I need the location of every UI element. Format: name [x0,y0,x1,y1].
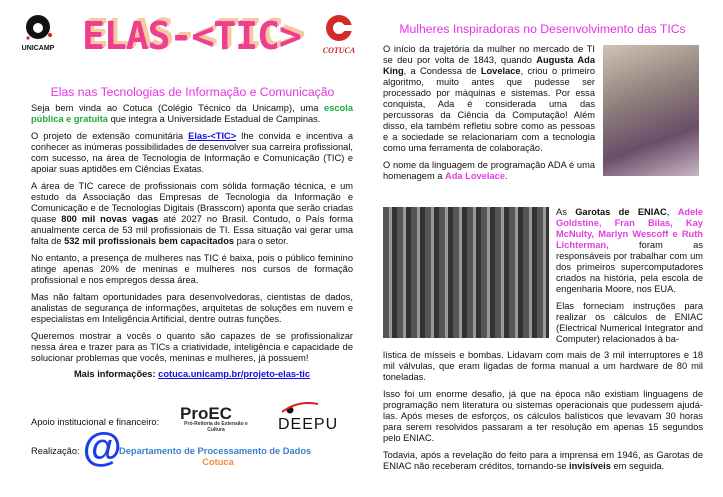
proec-logo [180,405,252,433]
text-segment: 800 mil novas vagas [61,214,159,224]
paragraph [383,450,703,472]
text-segment: em seguida. [610,461,665,471]
text-segment: Isso foi um enorme desafio, já que na época não existiam linguagens de programação nem literatura ou sistemas operacionais que pudessem ajudá-las. Após meses de esforços, os cálculos balísticos que levavam 30 horas para serem resolvidos passaram a ter resolução em apenas 15 segundos pelo ENIAC. [383,389,703,443]
text-segment: , a Condessa de [403,66,481,76]
cotuca-emblem-icon [322,13,356,43]
dept-school: Cotuca [202,457,234,467]
more-info-label: Mais informações: [73,369,156,379]
text-segment: foram as responsáveis por trabalhar com um dos primeiros supercomputadores criados na história, pela escola de engenharia Moore, nos EUA. [556,240,703,294]
deepu-logo-text: DEEPU [278,416,339,433]
paragraph [556,301,703,345]
eniac-body [556,207,703,351]
text-segment: Garotas de ENIAC [575,207,667,217]
dept-name: Departamento de Processamento de Dados [119,446,312,456]
text-segment: Mas não faltam oportunidades para desenvolvedoras, cientistas de dados, analistas de segurança de informações, arquitetas de soluções em nuvem e especialistas em Inteligência Artificial, dentre outras funções. [31,292,353,324]
text-segment: Seja bem vinda ao Cotuca (Colégio Técnico da Unicamp), uma [31,103,325,113]
paragraph [383,389,703,444]
cotuca-label: COTUCA [322,46,356,55]
text-segment: , [666,207,678,217]
cotuca-logo [318,13,360,55]
paragraph [31,331,353,364]
text-segment: 532 mil profissionais bem capacitados [64,236,235,246]
text-segment: O início da trajetória da mulher no mercado de TI se deu por volta de 1843, quando [383,44,595,65]
text-segment: Adele Goldstine, Fran Bilas, Kay McNulty, Marlyn Wescoff e Ruth Lichterman, [556,207,704,250]
paragraph [31,253,353,286]
elas-tic-logo: ELAS-<TIC> [82,14,301,58]
text-segment: Queremos mostrar a vocês o quanto são capazes de se profissionalizar nessa área e trazer para as TICs a criatividade, inteligência e capacidade de solucionar problemas que vocês, meninas e mulheres, já possuem! [31,331,353,363]
paragraph [31,131,353,175]
text-segment: A área de TIC carece de profissionais com sólida formação técnica, e um estudo da Associação das Empresas de Tecnologia da Informação e Comunicação e de Tecnologias Digitais (Brasscom) aponta que serão criadas quase [31,181,353,224]
text-segment: invisíveis [569,461,611,471]
unicamp-logo [17,12,59,56]
ada-body [383,44,595,188]
text-segment: No entanto, a presença de mulheres nas TIC é baixa, pois o público feminino atinge apenas 20% de meninas e mulheres nos cursos de formação profissional e nos empregos dessa área. [31,253,353,285]
text-segment: As [556,207,576,217]
left-title: Elas nas Tecnologias de Informação e Comunicação [50,85,335,99]
proec-logo-text: ProEC [180,404,232,423]
realization-label: Realização: [31,446,80,456]
unicamp-emblem-icon [23,12,53,42]
deepu-swoosh-icon [278,402,318,414]
text-segment: Augusta Ada King [383,55,595,76]
unicamp-label: UNICAMP [21,45,55,52]
paragraph [31,292,353,325]
text-segment: O nome da linguagem de programação ADA é uma homenagem a [383,160,595,181]
text-segment: , criou o primeiro algoritmo, muito antes que pudesse ser processado por máquinas e sistemas. Por essa conquista, Ada é considerada uma das percussoras da Ciência da Computação! Além disso, ela também refletiu sobre como as pessoas e a sociedade se relacionariam com a tecnologia como uma ferramenta de colaboração. [383,66,595,153]
support-label: Apoio institucional e financeiro: [31,417,160,427]
project-link[interactable]: Elas-<TIC> [188,131,237,141]
text-segment: lística de mísseis e bombas. Lidavam com mais de 3 mil interruptores e 18 mil válvulas, que eram ligadas de forma manual a um hardware de 80 mil toneladas. [383,350,703,382]
ada-lovelace-portrait [603,45,699,176]
eniac-girls-photo [383,207,549,338]
paragraph [31,103,353,125]
text-segment: escola pública e gratuita [31,103,353,124]
text-segment: O projeto de extensão comunitária [31,131,189,141]
left-body [31,103,353,370]
text-segment: até 2027 no Brasil. Contudo, o País forma anualmente cerca de 53 mil profissionais de TI. Essa situação vai gerar uma falta de [31,214,353,246]
at-logo-icon: @ [82,426,122,470]
text-segment: Todavia, após a revelação do feito para a imprensa em 1946, as Garotas de ENIAC não receberam créditos, tornando-se [383,450,703,471]
text-segment: Ada Lovelace [445,171,505,181]
text-segment: Elas forneciam instruções para realizar os cálculos de ENIAC (Electrical Numerical Integrator and Computer) relacionados à ba- [556,301,703,344]
deepu-logo [278,402,338,433]
paragraph [556,207,703,295]
paragraph [383,44,595,154]
right-title: Mulheres Inspiradoras no Desenvolvimento das TICs [399,22,686,36]
paragraph [383,350,703,383]
text-segment: lhe convida e incentiva a conhecer as inúmeras possibilidades de desenvolver sua carreira profissional, com sucesso, na área de Tecnologia de Informação e Comunicação (TIC) e apoiar suas aptidões em Ciências Exatas. [31,131,354,174]
paragraph [383,160,595,182]
text-segment: que integra a Universidade Estadual de Campinas. [107,114,321,124]
text-segment: para o setor. [234,236,289,246]
proec-logo-sub: Pró-Reitoria de Extensão e Cultura [184,421,248,433]
text-segment: Lovelace [480,66,521,76]
more-info-link[interactable]: cotuca.unicamp.br/projeto-elas-tic [158,369,311,379]
eniac-continued-body [383,350,703,478]
more-info [31,369,353,380]
paragraph [31,181,353,247]
text-segment: . [504,171,508,181]
